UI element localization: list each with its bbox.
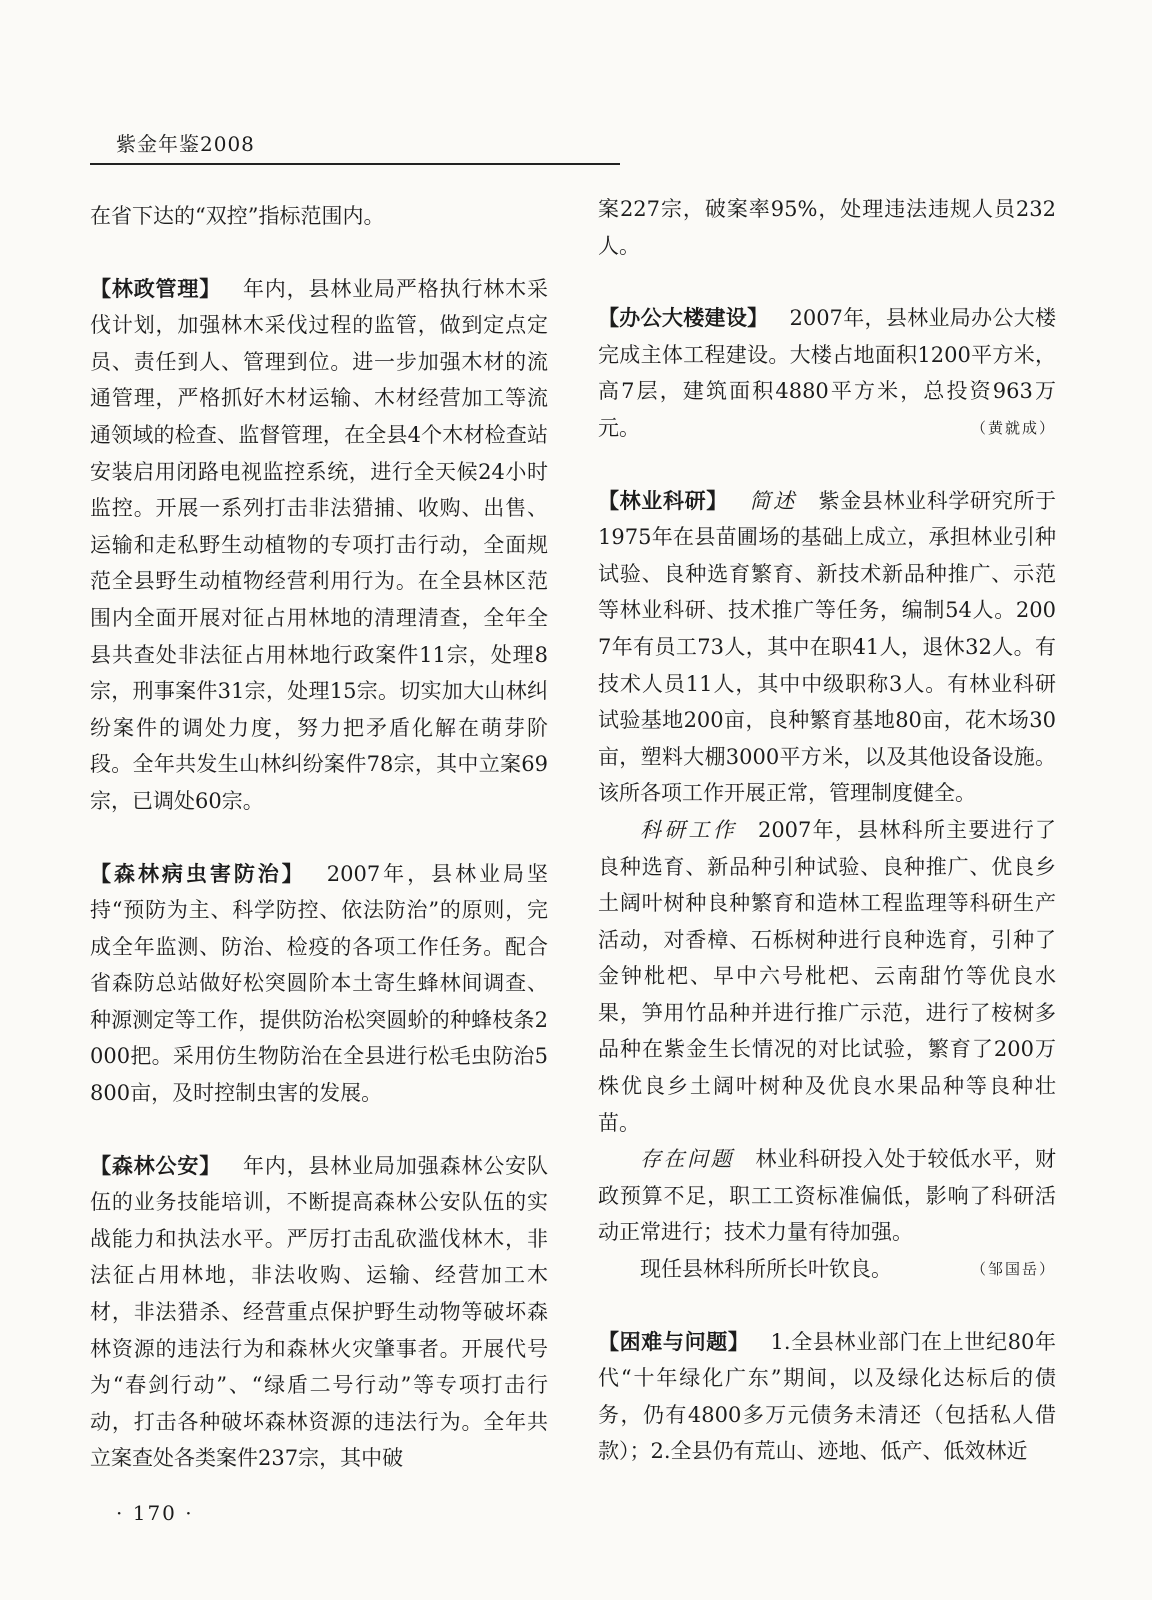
section-heading: 【森林病虫害防治】 — [90, 861, 306, 886]
section-forest-administration — [90, 271, 548, 820]
section-pest-control — [90, 856, 548, 1112]
section-heading: 【办公大楼建设】 — [598, 306, 769, 331]
section-forestry-research — [598, 483, 1056, 812]
section-text: 年内，县林业局加强森林公安队伍的业务技能培训，不断提高森林公安队伍的实战能力和执法水平。严厉打击乱砍滥伐林木，非法征占用林地，非法收购、运输、经营加工木材，非法猎杀、经营重点保护野生动物等破坏森林资源的违法行为和森林火灾肇事者。开展代号为“春剑行动”、“绿盾二号行动”等专项打击行动，打击各种破坏森林资源的违法行为。全年共立案查处各类案件237宗，其中破 — [90, 1153, 549, 1471]
right-column — [598, 191, 1056, 1470]
section-text: 2007年，县林业局坚持“预防为主、科学防控、依法防治”的原则，完成全年监测、防治、检疫的各项工作任务。配合省森防总站做好松突圆阶本土寄生蜂林间调查、种源测定等工作，提供防治松突圆蚧的种蜂枝条2000把。采用仿生物防治在全县进行松毛虫防治5800亩，及时控制虫害的发展。 — [90, 861, 548, 1106]
section-text: 现任县林科所所长叶钦良。 — [640, 1257, 892, 1282]
research-work-paragraph — [598, 812, 1056, 1141]
header-rule — [90, 163, 620, 165]
section-heading: 【林业科研】 — [598, 488, 728, 513]
section-text: 紫金县林业科学研究所于1975年在县苗圃场的基础上成立，承担林业引种试验、良种选育繁育、新技术新品种推广、示范等林业科研、技术推广等任务，编制54人。2007年有员工73人，其中在职41人，退休32人。有技术人员11人，其中中级职称3人。有林业科研试验基地200亩，良种繁育基地80亩，花木场30亩，塑料大棚3000平方米，以及其他设备设施。该所各项工作开展正常，管理制度健全。 — [598, 488, 1057, 806]
section-text: 2007年，县林科所主要进行了良种选育、新品种引种试验、良种推广、优良乡土阔叶树种良种繁育和造林工程监理等科研生产活动，对香樟、石栎树种进行良种选育，引种了金钟枇杷、早中六号枇杷、云南甜竹等优良水果，笋用竹品种并进行推广示范，进行了桉树多品种在紫金生长情况的对比试验，繁育了200万株优良乡土阔叶树种及优良水果品种等良种壮苗。 — [598, 817, 1056, 1135]
section-forest-police — [90, 1148, 548, 1477]
subheading-problems: 存在问题 — [640, 1147, 734, 1172]
section-heading: 【森林公安】 — [90, 1153, 222, 1178]
subheading-research-work: 科研工作 — [640, 817, 737, 842]
section-office-building — [598, 300, 1056, 446]
paragraph-continuation: 在省下达的“双控”指标范围内。 — [90, 204, 385, 228]
section-text: 1.全县林业部门在上世纪80年代“十年绿化广东”期间，以及绿化达标后的债务，仍有4800多万元债务未清还（包括私人借款）；2.全县仍有荒山、迹地、低产、低效林近 — [598, 1329, 1056, 1464]
problems-paragraph — [598, 1141, 1056, 1251]
section-difficulties — [598, 1324, 1056, 1470]
section-heading: 【林政管理】 — [90, 276, 222, 301]
section-text: 林业科研投入处于较低水平，财政预算不足，职工工资标准偏低，影响了科研活动正常进行；技术力量有待加强。 — [598, 1147, 1056, 1245]
page-number: · 170 · — [116, 1501, 194, 1525]
section-heading: 【困难与问题】 — [598, 1329, 750, 1354]
director-paragraph — [598, 1251, 1056, 1288]
author-credit: （邹国岳） — [970, 1260, 1056, 1279]
paragraph-continuation: 案227宗，破案率95%，处理违法违规人员232人。 — [598, 197, 1056, 258]
section-text: 2007年，县林业局办公大楼完成主体工程建设。大楼占地面积1200平方米，高7层，建筑面积4880平方米，总投资963万元。 — [598, 306, 1056, 440]
running-header: 紫金年鉴2008 — [116, 132, 255, 156]
subheading-overview: 简述 — [748, 488, 797, 513]
author-credit: （黄就成） — [970, 418, 1056, 437]
left-column — [90, 198, 548, 1477]
section-text: 年内，县林业局严格执行林木采伐计划，加强林木采伐过程的监管，做到定点定员、责任到人、管理到位。进一步加强木材的流通管理，严格抓好木材运输、木材经营加工等流通领域的检查、监督管理，在全县4个木材检查站安装启用闭路电视监控系统，进行全天候24小时监控。开展一系列打击非法猎捕、收购、出售、运输和走私野生动植物的专项打击行动，全面规范全县野生动植物经营利用行为。在全县林区范围内全面开展对征占用林地的清理清查，全年全县共查处非法征占用林地行政案件11宗，处理8宗，刑事案件31宗，处理15宗。切实加大山林纠纷案件的调处力度，努力把矛盾化解在萌芽阶段。全年共发生山林纠纷案件78宗，其中立案69宗，已调处60宗。 — [90, 276, 549, 813]
